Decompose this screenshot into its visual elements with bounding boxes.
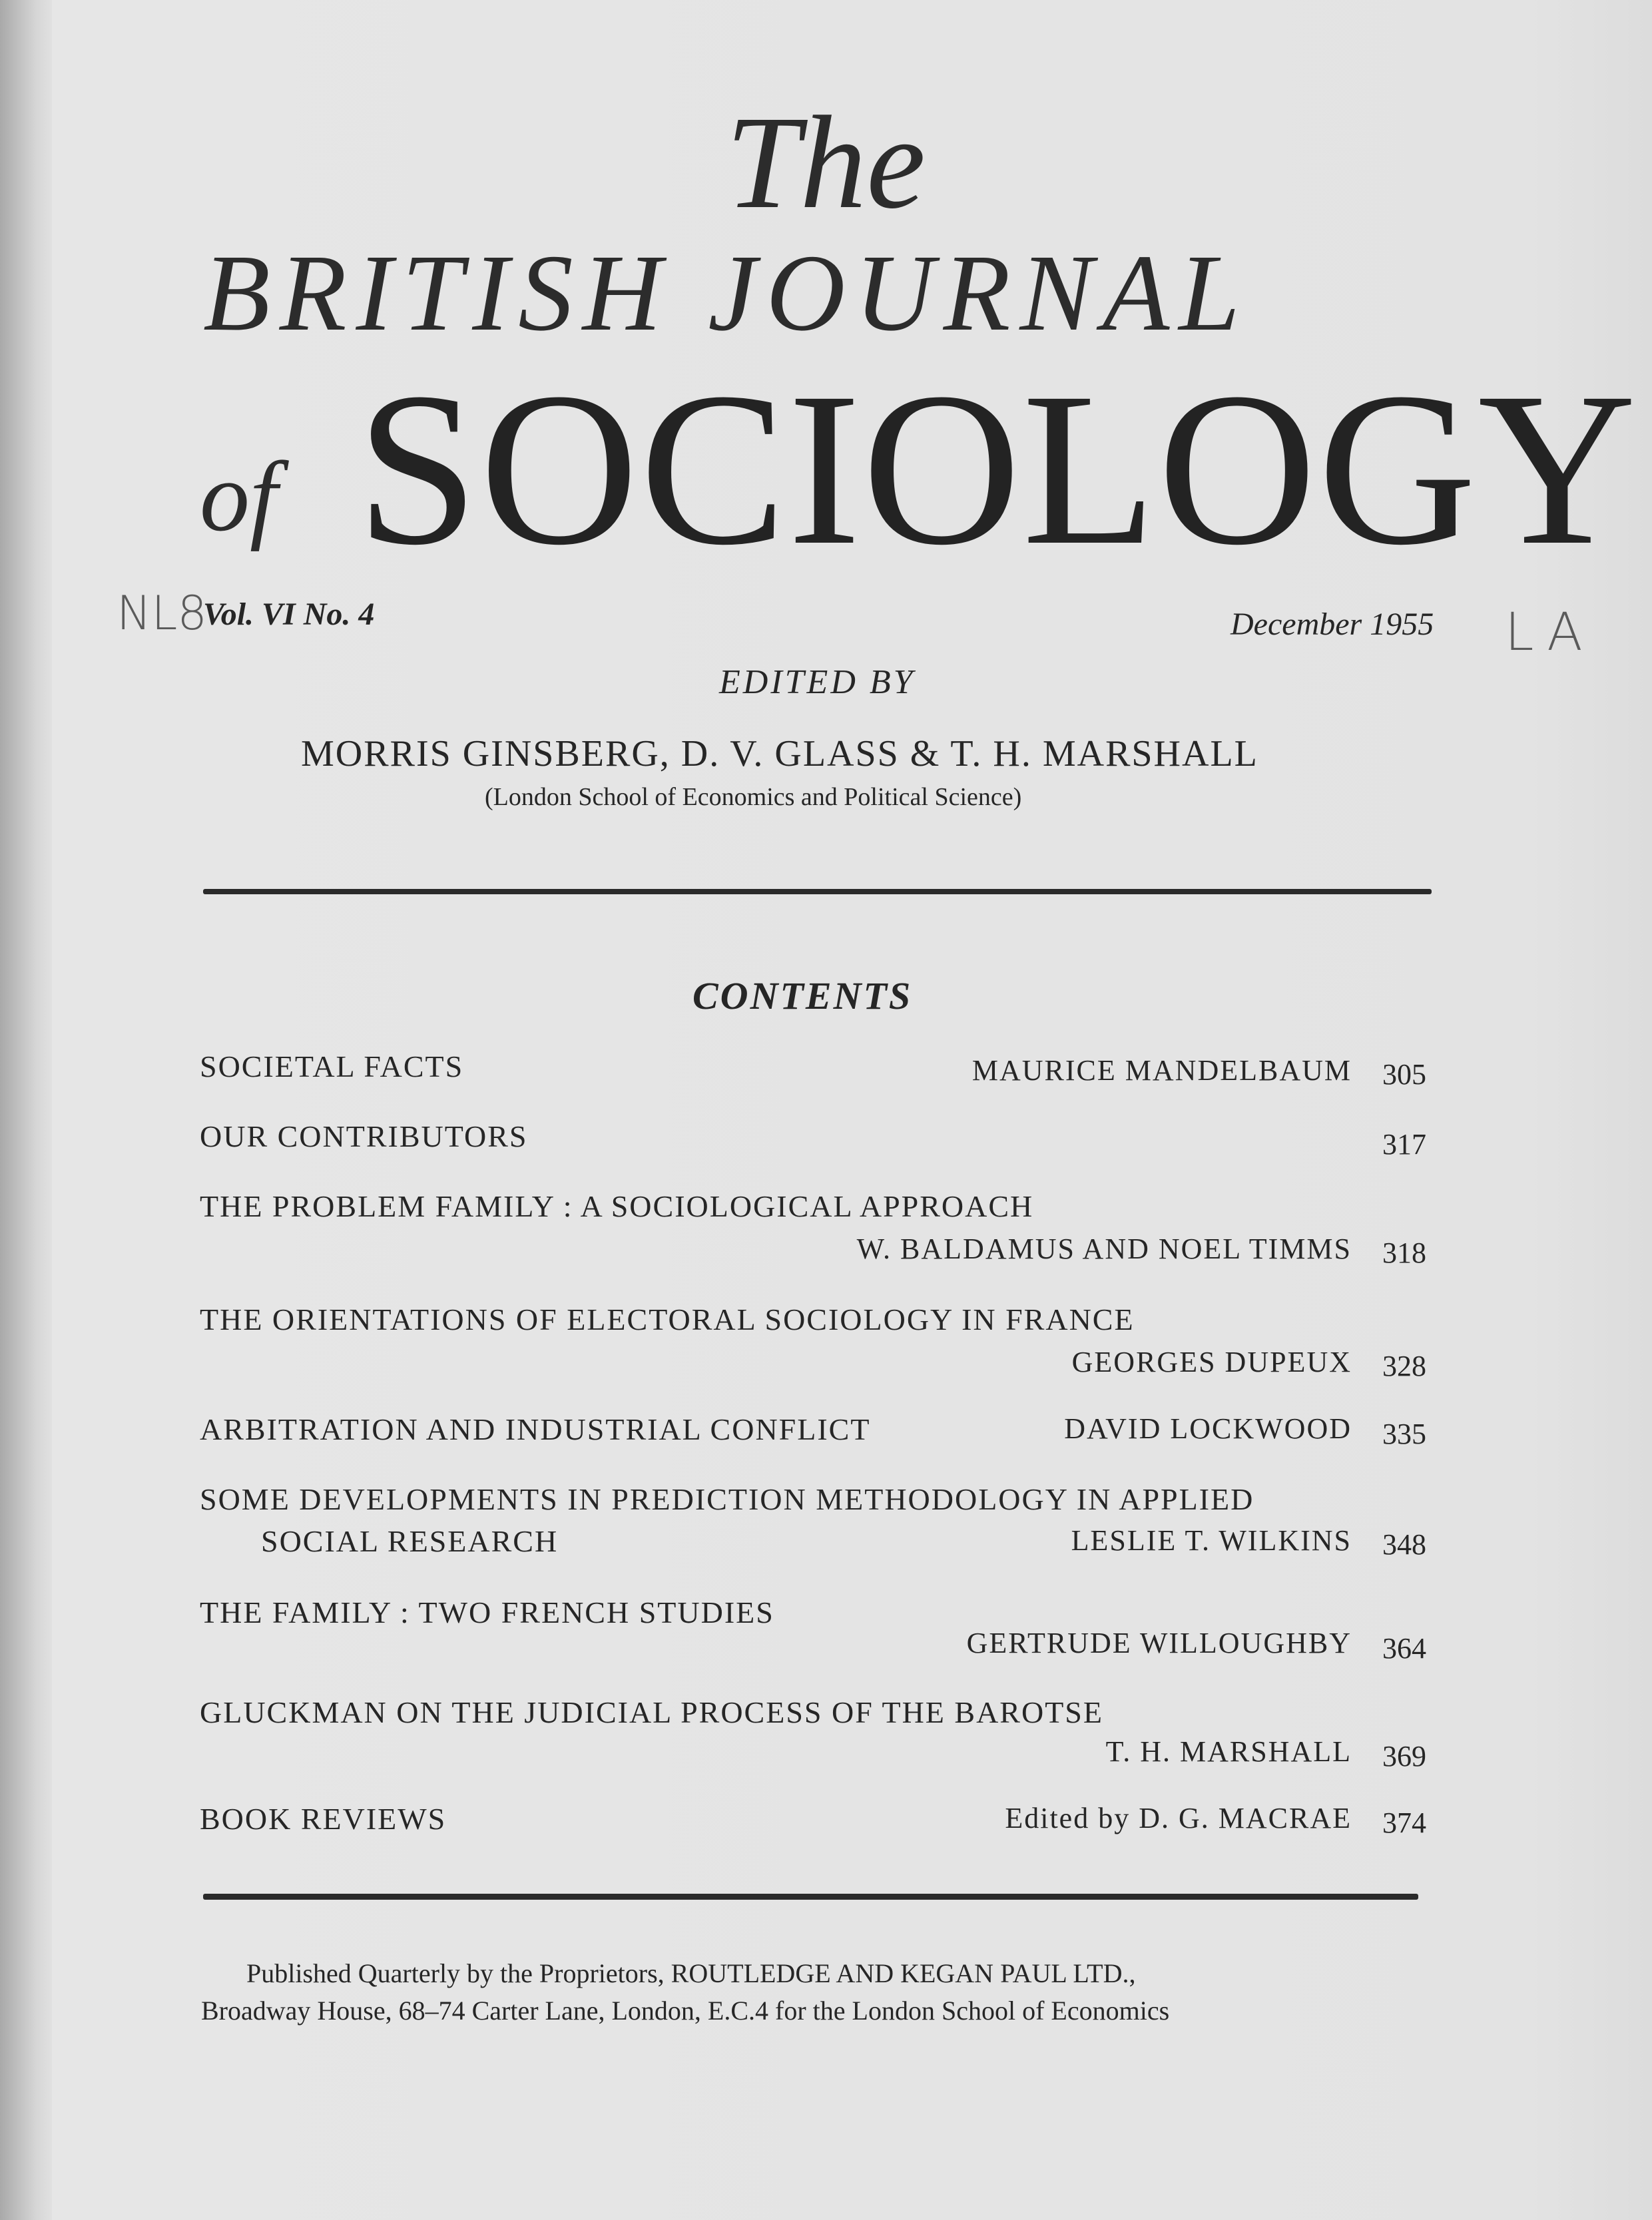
handwritten-mark-left: NL8 xyxy=(117,586,207,641)
toc-page-number: 305 xyxy=(1382,1058,1426,1091)
toc-title: THE PROBLEM FAMILY : A SOCIOLOGICAL APPROACH xyxy=(200,1189,1034,1223)
volume-number: Vol. VI No. 4 xyxy=(203,597,375,632)
toc-title: BOOK REVIEWS xyxy=(200,1802,447,1836)
contents-heading: CONTENTS xyxy=(692,974,913,1017)
toc-page-number: 374 xyxy=(1382,1806,1426,1839)
title-british-journal: BRITISH JOURNAL xyxy=(203,232,1250,354)
title-of: of xyxy=(200,441,278,552)
title-sociology: SOCIOLOGY xyxy=(356,348,1638,591)
toc-title-continuation: SOCIAL RESEARCH xyxy=(261,1524,559,1558)
toc-title: THE ORIENTATIONS OF ELECTORAL SOCIOLOGY IN FRANCE xyxy=(200,1302,1135,1336)
toc-title: SOME DEVELOPMENTS IN PREDICTION METHODOLOGY IN APPLIED xyxy=(200,1482,1254,1516)
edited-by-label: EDITED BY xyxy=(719,663,916,701)
publisher-line-2: Broadway House, 68–74 Carter Lane, London, E.C.4 for the London School of Economics xyxy=(201,1996,1170,2026)
toc-page-number: 328 xyxy=(1382,1350,1426,1382)
divider-top xyxy=(203,889,1432,894)
toc-title: THE FAMILY : TWO FRENCH STUDIES xyxy=(200,1595,774,1629)
toc-page-number: 317 xyxy=(1382,1128,1426,1161)
toc-title: ARBITRATION AND INDUSTRIAL CONFLICT xyxy=(200,1412,871,1446)
toc-title: OUR CONTRIBUTORS xyxy=(200,1119,528,1153)
toc-author: LESLIE T. WILKINS xyxy=(1071,1524,1352,1557)
toc-page-number: 364 xyxy=(1382,1632,1426,1665)
handwritten-mark-right: LA xyxy=(1505,603,1595,663)
toc-author: GERTRUDE WILLOUGHBY xyxy=(966,1627,1352,1659)
title-the: The xyxy=(726,89,926,236)
issue-date: December 1955 xyxy=(1231,607,1434,642)
toc-page-number: 318 xyxy=(1382,1237,1426,1269)
toc-author: W. BALDAMUS AND NOEL TIMMS xyxy=(856,1233,1352,1265)
toc-page-number: 369 xyxy=(1382,1740,1426,1773)
toc-page-number: 348 xyxy=(1382,1528,1426,1561)
editor-affiliation: (London School of Economics and Political Science) xyxy=(485,783,1022,811)
toc-page-number: 335 xyxy=(1382,1418,1426,1450)
divider-bottom xyxy=(203,1894,1418,1900)
editor-names: MORRIS GINSBERG, D. V. GLASS & T. H. MARSHALL xyxy=(301,733,1258,774)
page-spine-shadow xyxy=(0,0,52,2220)
toc-author: T. H. MARSHALL xyxy=(1105,1735,1352,1768)
publisher-line-1: Published Quarterly by the Proprietors, ROUTLEDGE AND KEGAN PAUL LTD., xyxy=(246,1958,1136,1988)
toc-title: SOCIETAL FACTS xyxy=(200,1049,464,1083)
toc-author: GEORGES DUPEUX xyxy=(1071,1346,1352,1378)
toc-author: Edited by D. G. MACRAE xyxy=(1005,1802,1352,1834)
toc-author: DAVID LOCKWOOD xyxy=(1064,1412,1352,1445)
toc-author: MAURICE MANDELBAUM xyxy=(971,1054,1352,1087)
toc-title: GLUCKMAN ON THE JUDICIAL PROCESS OF THE BAROTSE xyxy=(200,1695,1103,1729)
